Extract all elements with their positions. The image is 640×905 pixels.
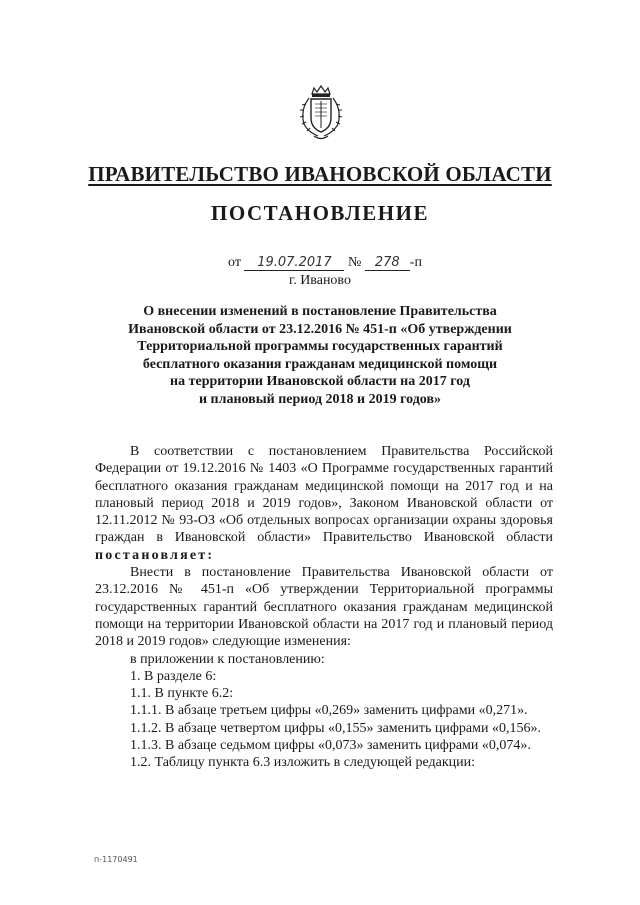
resolves-word: постановляет:	[95, 547, 215, 563]
handwritten-number: 278	[365, 255, 410, 271]
list-item: в приложении к постановлению:	[130, 651, 325, 667]
subject-line: бесплатного оказания гражданам медицинской помощи	[142, 356, 498, 372]
amendment-intro: Внести в постановление Правительства Ивановской области от 23.12.2016 № 451-п «Об утверждении Территориальной программы государственных гарантий бесплатного оказания гражданам медицинской помощи на территории Ивановской области на 2017 год и плановый период 2018 и 2019 годов» следующие изменения:	[95, 565, 553, 650]
list-item: 1.1.2. В абзаце четвертом цифры «0,155» заменить цифрами «0,156».	[130, 720, 541, 736]
list-item: 1.1.3. В абзаце седьмом цифры «0,073» заменить цифрами «0,074».	[130, 738, 531, 754]
subject-line: на территории Ивановской области на 2017 год	[170, 374, 470, 389]
list-item: 1.1.1. В абзаце третьем цифры «0,269» заменить цифрами «0,271».	[130, 703, 528, 719]
list-item: 1. В разделе 6:	[130, 668, 217, 684]
subject-line: Территориальной программы государственных гарантий	[137, 339, 503, 354]
document-type: ПОСТАНОВЛЕНИЕ	[211, 201, 429, 225]
number-prefix: №	[347, 255, 362, 270]
handwritten-date: 19.07.2017	[244, 255, 344, 271]
list-item: 1.2. Таблицу пункта 6.3 изложить в следующей редакции:	[130, 755, 476, 771]
document-subject	[100, 303, 540, 408]
subject-line: и плановый период 2018 и 2019 годов»	[198, 391, 442, 407]
coat-of-arms-icon	[296, 84, 346, 144]
footer-document-code: п-1170491	[94, 855, 138, 864]
city: г. Иваново	[289, 273, 351, 288]
document-body	[95, 443, 553, 772]
list-item: 1.1. В пункте 6.2:	[130, 686, 234, 702]
preamble-text: В соответствии с постановлением Правительства Российской Федерации от 19.12.2016 № 1403 «О Программе государственных гарантий бесплатного оказания гражданам медицинской помощи на 2017 год и на плановый период 2018 и 2019 годов», Законом Ивановской области от 12.11.2012 № 93-ОЗ «Об отдельных вопросах организации охраны здоровья граждан в Ивановской области» Правительство Ивановской области	[95, 444, 553, 546]
number-suffix: -п	[409, 255, 422, 270]
date-prefix: от	[228, 255, 241, 270]
preamble-paragraph	[95, 443, 553, 564]
subject-line: О внесении изменений в постановление Правительства	[143, 304, 497, 319]
date-number-line	[228, 255, 422, 271]
subject-line: Ивановской области от 23.12.2016 № 451-п «Об утверждении	[128, 321, 512, 337]
organization-title: ПРАВИТЕЛЬСТВО ИВАНОВСКОЙ ОБЛАСТИ	[88, 162, 552, 186]
